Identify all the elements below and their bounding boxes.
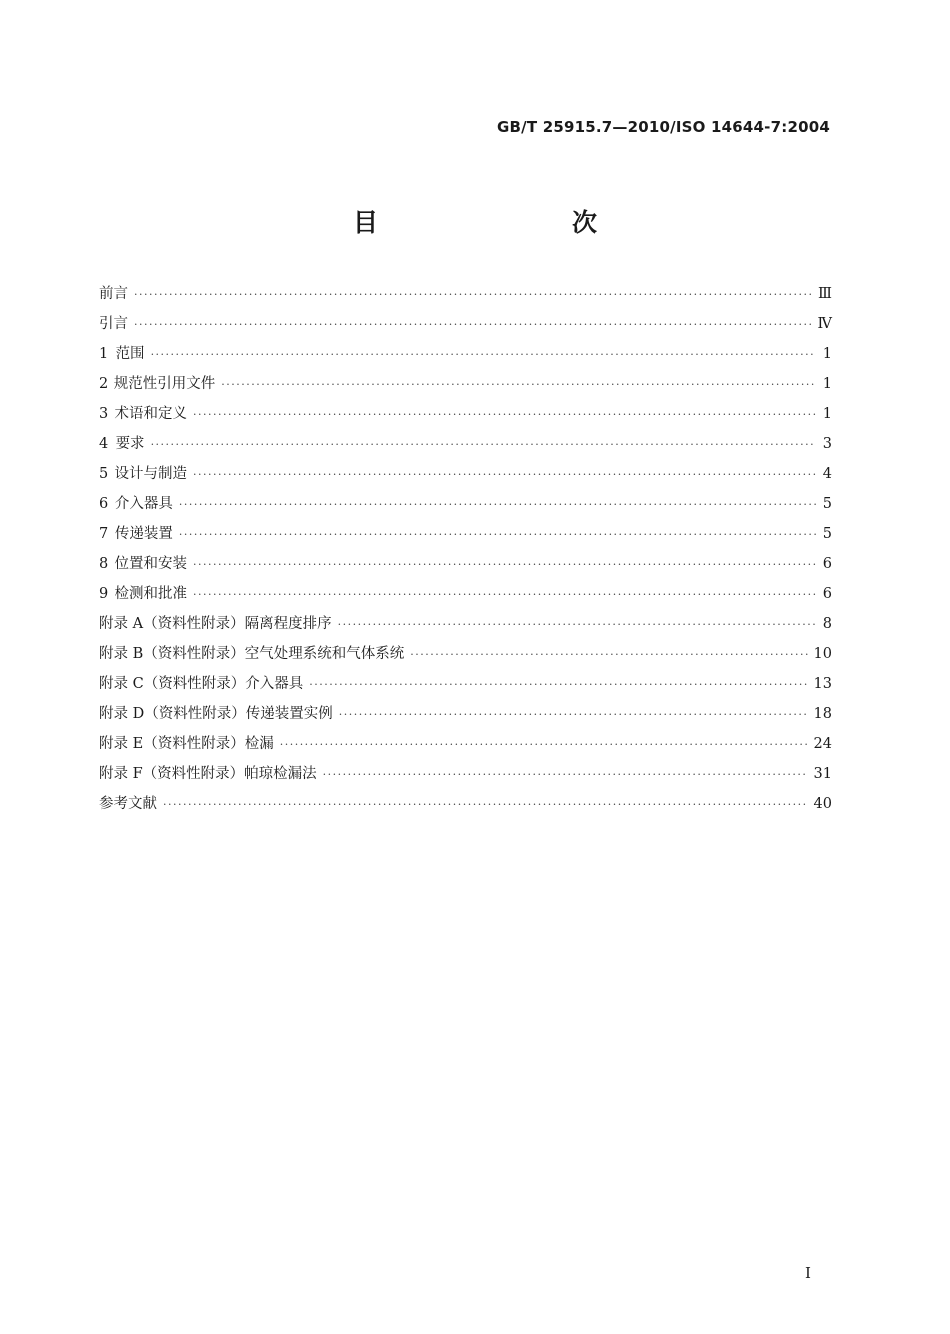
toc-entry-page: 6: [822, 586, 832, 602]
toc-entry[interactable]: [99, 492, 832, 522]
toc-entry-page: 5: [822, 496, 832, 512]
table-of-contents: [99, 282, 832, 822]
toc-entry-page: Ⅳ: [817, 316, 832, 332]
toc-entry-number: 2: [99, 376, 109, 392]
toc-entry-page: 3: [822, 436, 832, 452]
toc-entry-label: 规范性引用文件: [113, 376, 216, 392]
toc-leader-dots: [339, 708, 808, 721]
toc-entry[interactable]: [99, 282, 832, 312]
toc-entry-number: 1: [99, 346, 109, 362]
toc-entry-page: 1: [822, 406, 832, 422]
toc-entry[interactable]: [99, 612, 832, 642]
toc-leader-dots: [151, 348, 816, 361]
toc-entry-page: 24: [813, 736, 832, 752]
toc-entry-page: 31: [813, 766, 832, 782]
toc-entry-page: 1: [822, 346, 832, 362]
toc-appendix-tag: 附录 E（资料性附录）: [99, 736, 245, 752]
toc-leader-dots: [193, 468, 816, 481]
toc-entry-page: 6: [822, 556, 832, 572]
toc-entry[interactable]: [99, 702, 832, 732]
toc-entry-label: 参考文献: [99, 796, 157, 812]
toc-appendix-tag: 附录 F（资料性附录）: [99, 766, 245, 782]
toc-entry-label: 介入器具: [114, 496, 173, 512]
toc-entry[interactable]: [99, 432, 832, 462]
toc-entry-number: 5: [99, 466, 109, 482]
toc-entry-page: 5: [822, 526, 832, 542]
toc-entry-number: 8: [99, 556, 109, 572]
toc-appendix-tag: 附录 C（资料性附录）: [99, 676, 246, 692]
toc-leader-dots: [193, 588, 816, 601]
page-number: Ⅰ: [805, 1264, 811, 1282]
toc-entry[interactable]: [99, 762, 832, 792]
toc-entry[interactable]: [99, 462, 832, 492]
standard-code: GB/T 25915.7—2010/ISO 14644-7:2004: [497, 118, 830, 136]
toc-entry-label: 传递装置实例: [245, 706, 333, 722]
toc-leader-dots: [193, 558, 816, 571]
toc-entry-number: 6: [99, 496, 109, 512]
toc-entry[interactable]: [99, 312, 832, 342]
toc-entry-label: 介入器具: [245, 676, 304, 692]
toc-entry[interactable]: [99, 672, 832, 702]
toc-entry[interactable]: [99, 372, 832, 402]
toc-entry-label: 帕琼检漏法: [244, 766, 317, 782]
toc-entry-label: 检测和批准: [114, 586, 187, 602]
toc-entry-number: 3: [99, 406, 109, 422]
toc-entry[interactable]: [99, 792, 832, 822]
toc-entry-label: 位置和安装: [114, 556, 187, 572]
toc-leader-dots: [338, 618, 816, 631]
toc-entry-label: 前言: [99, 286, 128, 302]
toc-entry-page: 40: [813, 796, 832, 812]
toc-entry-label: 隔离程度排序: [244, 616, 332, 632]
toc-entry-label: 传递装置: [114, 526, 173, 542]
toc-entry-page: 18: [813, 706, 832, 722]
toc-entry-label: 空气处理系统和气体系统: [244, 646, 405, 662]
toc-entry-page: 1: [822, 376, 832, 392]
toc-entry[interactable]: [99, 642, 832, 672]
toc-entry-number: 4: [99, 436, 109, 452]
toc-entry[interactable]: [99, 552, 832, 582]
toc-entry-number: 7: [99, 526, 109, 542]
toc-leader-dots: [179, 498, 816, 511]
toc-entry-page: 8: [822, 616, 832, 632]
toc-entry-label: 术语和定义: [114, 406, 187, 422]
toc-leader-dots: [151, 438, 816, 451]
page-title: 目 次: [352, 208, 645, 237]
toc-entry-page: 13: [813, 676, 832, 692]
toc-entry-page: 4: [822, 466, 832, 482]
toc-entry-label: 设计与制造: [114, 466, 187, 482]
toc-entry-number: 9: [99, 586, 109, 602]
toc-entry[interactable]: [99, 522, 832, 552]
toc-appendix-tag: 附录 D（资料性附录）: [99, 706, 246, 722]
toc-appendix-tag: 附录 B（资料性附录）: [99, 646, 245, 662]
toc-leader-dots: [179, 528, 816, 541]
toc-leader-dots: [193, 408, 816, 421]
toc-entry[interactable]: [99, 732, 832, 762]
toc-leader-dots: [221, 378, 816, 391]
toc-entry[interactable]: [99, 582, 832, 612]
toc-entry-label: 要求: [115, 436, 145, 452]
toc-entry[interactable]: [99, 402, 832, 432]
toc-entry[interactable]: [99, 342, 832, 372]
toc-leader-dots: [309, 678, 807, 691]
toc-entry-label: 范围: [115, 346, 145, 362]
toc-leader-dots: [134, 288, 812, 301]
toc-leader-dots: [280, 738, 808, 751]
toc-leader-dots: [134, 318, 812, 331]
toc-leader-dots: [410, 648, 807, 661]
toc-leader-dots: [323, 768, 808, 781]
toc-leader-dots: [163, 798, 808, 811]
toc-entry-label: 引言: [99, 316, 128, 332]
toc-entry-page: 10: [813, 646, 832, 662]
toc-entry-label: 检漏: [244, 736, 274, 752]
toc-appendix-tag: 附录 A（资料性附录）: [99, 616, 245, 632]
toc-entry-page: Ⅲ: [818, 286, 832, 302]
